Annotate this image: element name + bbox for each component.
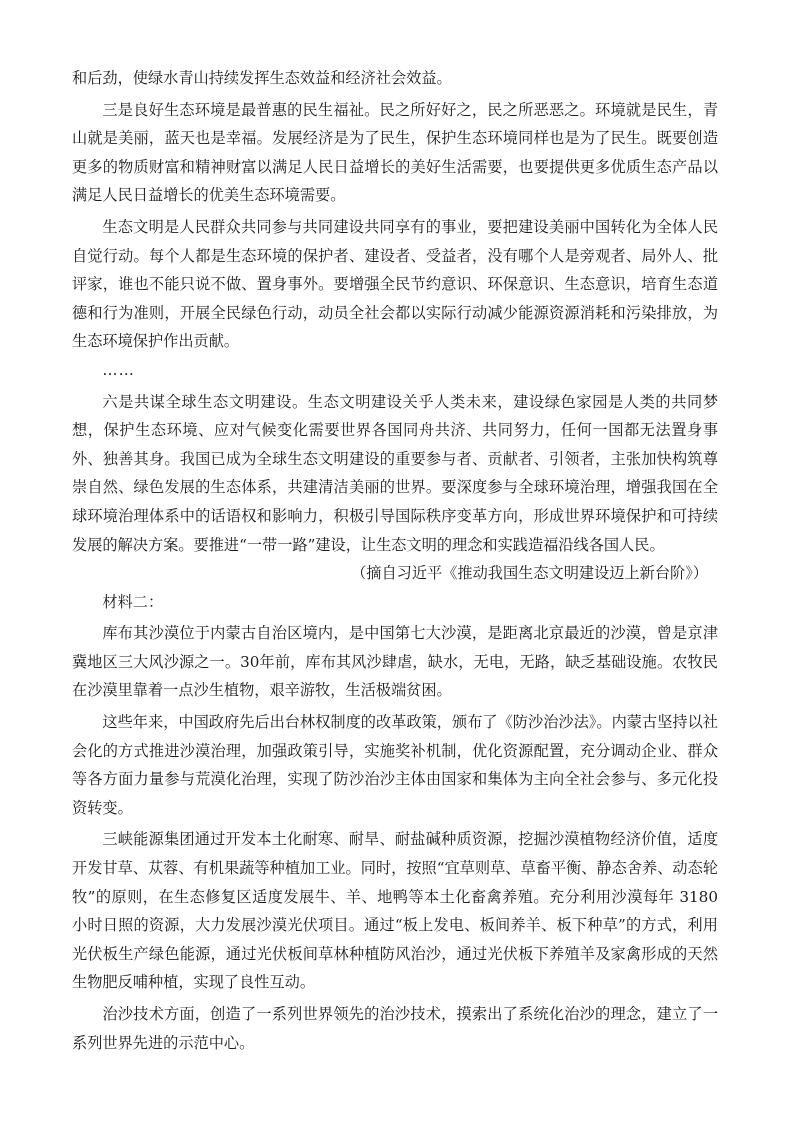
- paragraph-kubuqi-desert: 库布其沙漠位于内蒙古自治区境内，是中国第七大沙漠，是距离北京最近的沙漠，曾是京津冀地区三大风沙源之一。30年前，库布其风沙肆虐，缺水，无电，无路，缺乏基础设施。农牧民在沙漠里靠着一点沙生植物，艰辛游牧，生活极端贫困。: [72, 624, 718, 700]
- material-two-heading: 材料二：: [102, 592, 164, 611]
- paragraph-point-three: 三是良好生态环境是最普惠的民生福祉。民之所好好之，民之所恶恶之。环境就是民生，青山就是美丽，蓝天也是幸福。发展经济是为了民生，保护生态环境同样也是为了民生。既要创造更多的物质财富和精神财富以满足人民日益增长的美好生活需要，也要提供更多优质生态产品以满足人民日益增长的优美生态环境需要。: [72, 100, 718, 205]
- paragraph-continuation: 和后劲，使绿水青山持续发挥生态效益和经济社会效益。: [72, 69, 452, 87]
- ellipsis-line: ……: [102, 360, 135, 379]
- paragraph-sand-control-technology: 治沙技术方面，创造了一系列世界领先的治沙技术，摸索出了系统化治沙的理念，建立了一系列世界先进的示范中心。: [72, 1005, 718, 1052]
- paragraph-policy-reform: 这些年来，中国政府先后出台林权制度的改革政策，颁布了《防沙治沙法》。内蒙古坚持以社会化的方式推进沙漠治理，加强政策引导，实施奖补机制，优化资源配置，充分调动企业、群众等各方面力量参与荒漠化治理，实现了防沙治沙主体由国家和集体为主向全社会参与、多元化投资转变。: [72, 713, 718, 817]
- source-citation: （摘自习近平《推动我国生态文明建设迈上新台阶》）: [351, 564, 708, 583]
- paragraph-point-six: 六是共谋全球生态文明建设。生态文明建设关乎人类未来，建设绿色家园是人类的共同梦想，保护生态环境、应对气候变化需要世界各国同舟共济、共同努力，任何一国都无法置身事外、独善其身。我国已成为全球生态文明建设的重要参与者、贡献者、引领者，主张加快构筑尊崇自然、绿色发展的生态体系，共建清洁美丽的世界。要深度参与全球环境治理，增强我国在全球环境治理体系中的话语权和影响力，积极引导国际秩序变革方向，形成世界环境保护和可持续发展的解决方案。要推进“一带一路”建设，让生态文明的理念和实践造福沿线各国人民。: [72, 392, 718, 554]
- paragraph-three-gorges-energy: 三峡能源集团通过开发本土化耐寒、耐旱、耐盐碱种质资源，挖掘沙漠植物经济价值，适度开发甘草、苁蓉、有机果蔬等种植加工业。同时，按照“宜草则草、草畜平衡、静态舍养、动态轮牧”的原则，在生态修复区适度发展牛、羊、地鸭等本土化畜禽养殖。充分利用沙漠每年 3180 小时日照的资源，大力发展沙漠光伏项目。通过“板上发电、板间养羊、板下种草”的方式，利用光伏板生产绿色能源，通过光伏板间草林种植防风治沙，通过光伏板下养殖羊及家禽形成的天然生物肥反哺种植，实现了良性互动。: [72, 830, 718, 992]
- paragraph-public-participation: 生态文明是人民群众共同参与共同建设共同享有的事业，要把建设美丽中国转化为全体人民自觉行动。每个人都是生态环境的保护者、建设者、受益者，没有哪个人是旁观者、局外人、批评家，谁也不能只说不做、置身事外。要增强全民节约意识、环保意识、生态意识，培育生态道德和行为准则，开展全民绿色行动，动员全社会都以实际行动减少能源资源消耗和污染排放，为生态环境保护作出贡献。: [72, 217, 718, 351]
